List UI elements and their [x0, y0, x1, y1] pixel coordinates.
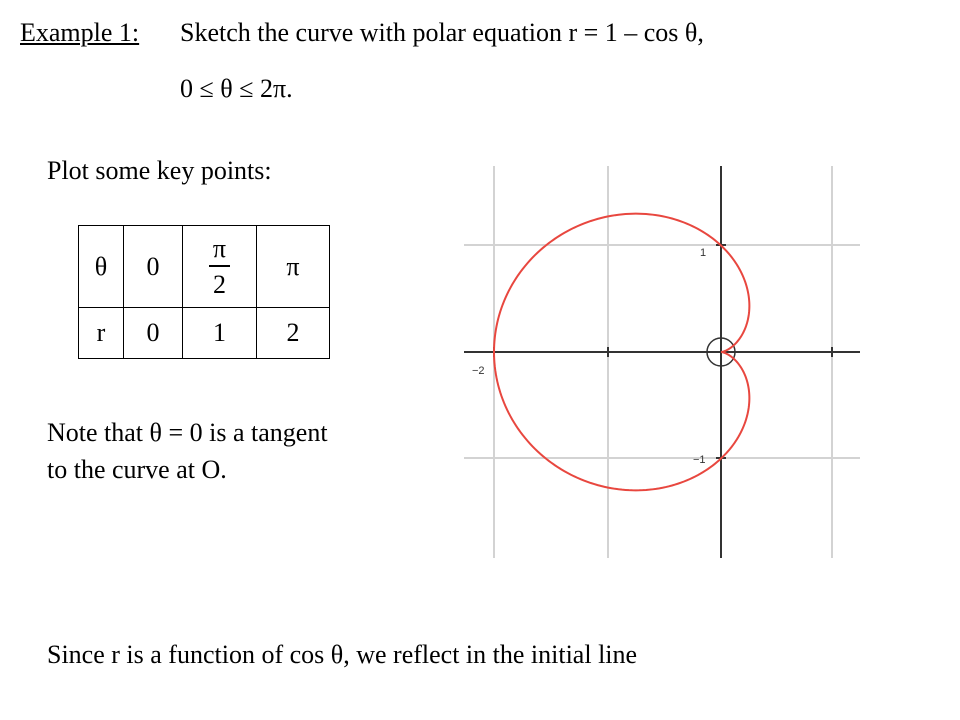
key-points-label: Plot some key points: — [47, 156, 272, 185]
pi-over-two-fraction — [209, 235, 230, 299]
r-value-cell: 0 — [124, 308, 183, 359]
theta-value-cell: 0 — [124, 226, 183, 308]
tangent-note-line-1: Note that θ = 0 is a tangent — [47, 418, 328, 447]
domain-statement: 0 ≤ θ ≤ 2π. — [180, 74, 293, 103]
fraction-numerator: π — [209, 235, 230, 267]
r-value-cell: 2 — [257, 308, 330, 359]
example-heading: Example 1: — [20, 18, 140, 47]
cardioid-graph — [464, 166, 860, 558]
r-value-cell: 1 — [183, 308, 257, 359]
key-points-table — [78, 225, 330, 359]
theta-value-cell — [183, 226, 257, 308]
theta-row — [79, 226, 330, 308]
axes — [464, 166, 860, 558]
fraction-denominator: 2 — [212, 270, 226, 299]
theta-header-cell: θ — [79, 226, 124, 308]
grid-lines — [464, 166, 860, 558]
problem-statement: Sketch the curve with polar equation r = 1 – cos θ, — [180, 18, 704, 47]
reflection-note: Since r is a function of cos θ, we reflect in the initial line — [47, 640, 638, 669]
tick-label-x-neg: −2 — [472, 365, 485, 377]
r-row — [79, 308, 330, 359]
theta-value-cell: π — [257, 226, 330, 308]
tangent-note-line-2: to the curve at O. — [47, 455, 227, 484]
tick-label-y-pos: 1 — [700, 247, 707, 259]
r-header-cell: r — [79, 308, 124, 359]
tick-label-y-neg: −1 — [693, 454, 706, 466]
